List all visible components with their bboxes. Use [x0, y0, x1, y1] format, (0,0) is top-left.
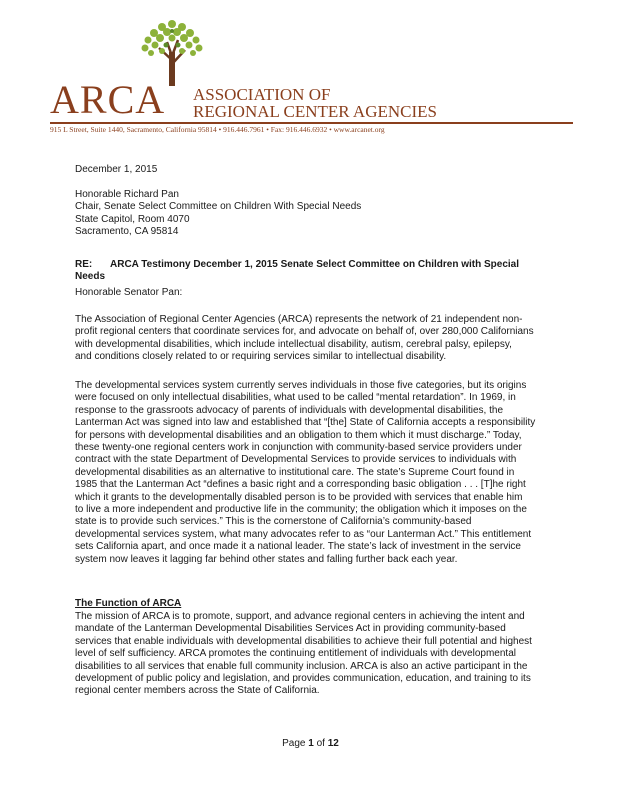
text-line: sets California apart, and once made it a national leader. The state’s lack of investment in the service [75, 541, 521, 553]
org-name [193, 86, 437, 120]
of-word: of [316, 738, 325, 749]
text-line: were focused on only intellectual disabilities, what used to be called “mental retardation”. In 1969, in [75, 392, 516, 404]
page-total: 12 [327, 738, 339, 749]
letterhead-rule [50, 122, 573, 124]
paragraph-function [75, 611, 547, 698]
text-line: The Association of Regional Center Agencies (ARCA) represents the network of 21 independent non- [75, 314, 523, 325]
text-line: mandate of the Lanterman Developmental Disabilities Services Act in providing community-based [75, 623, 506, 635]
letter-date: December 1, 2015 [75, 164, 158, 175]
text-line: these twenty-one regional centers work in conjunction with community-based service providers under [75, 442, 522, 454]
text-line: development of public policy and legislation, and provides communication, education, and training to its [75, 673, 531, 685]
recipient-line: Sacramento, CA 95814 [75, 226, 179, 238]
recipient-line: State Capitol, Room 4070 [75, 213, 190, 225]
subject-label: RE: [75, 259, 93, 270]
text-line: system now leaves it lagging far behind other states and falling further back each year. [75, 553, 458, 565]
text-line: level of self sufficiency. ARCA promotes the continuing entitlement of individuals with developmental [75, 648, 516, 660]
org-acronym: ARCA [50, 77, 166, 122]
org-name-line2: REGIONAL CENTER AGENCIES [193, 102, 437, 121]
recipient-line: Chair, Senate Select Committee on Children With Special Needs [75, 201, 362, 213]
text-line: contract with the state Department of Developmental Services to provide services to individuals with [75, 454, 517, 466]
page-number: 1 [308, 738, 314, 749]
text-line: and conditions closely related to or requiring services similar to intellectual disability. [75, 351, 447, 363]
text-line: developmental services system, what many advocates refer to as “our Lanterman Act.” This entitlement [75, 528, 532, 540]
recipient-line: Honorable Richard Pan [75, 189, 179, 200]
text-line: 1985 that the Lanterman Act “defines a basic right and a corresponding basic obligation . . . [T]he right [75, 479, 526, 491]
text-line: The mission of ARCA is to promote, support, and advance regional centers in achieving the intent and [75, 611, 525, 622]
text-line: disabilities to all services that enable full community inclusion. ARCA is also an active participant in the [75, 660, 528, 672]
text-line: response to the grassroots advocacy of parents of individuals with developmental disabilities, the [75, 404, 504, 416]
text-line: regional center members across the State of California. [75, 685, 320, 697]
text-line: services that enable individuals with developmental disabilities to achieve their full potential and highest [75, 635, 532, 647]
org-name-line1: ASSOCIATION OF [193, 85, 331, 104]
subject-text: ARCA Testimony December 1, 2015 Senate Select Committee on Children with Special Needs [75, 259, 520, 283]
text-line: with developmental disabilities, which include intellectual disability, autism, cerebral palsy, epilepsy, [75, 338, 512, 350]
text-line: to live a more independent and productive life in the community; the obligation which it imposes on the [75, 504, 527, 516]
paragraph-intro [75, 314, 547, 364]
org-address: 915 L Street, Suite 1440, Sacramento, California 95814 • 916.446.7961 • Fax: 916.446.6932 • www.arcanet.org [50, 125, 385, 134]
paragraph-history [75, 380, 547, 566]
subject-line [75, 259, 547, 284]
letterhead [0, 0, 621, 140]
section-heading: The Function of ARCA [75, 598, 182, 609]
recipient-block [75, 189, 547, 239]
text-line: for persons with developmental disabilities and an obligation to them which it must discharge.” Today, [75, 429, 522, 441]
text-line: state is to provide such services.” This is the cornerstone of California’s community-based [75, 516, 472, 528]
salutation: Honorable Senator Pan: [75, 287, 183, 298]
text-line: The developmental services system currently serves individuals in those five categories, but its origins [75, 380, 527, 391]
text-line: developmental disabilities as an alternative to institutional care. The state’s Supreme Court found in [75, 466, 515, 478]
text-line: Lanterman Act was signed into law and established that “[the] State of California accepts a responsibility [75, 417, 536, 429]
text-line: which it grants to the developmentally disabled person is to be provided with services that enable him [75, 491, 523, 503]
page-word: Page [282, 738, 306, 749]
page-footer [0, 738, 621, 749]
text-line: profit regional centers that coordinate services for, and advocate on behalf of, over 280,000 Californians [75, 326, 534, 338]
